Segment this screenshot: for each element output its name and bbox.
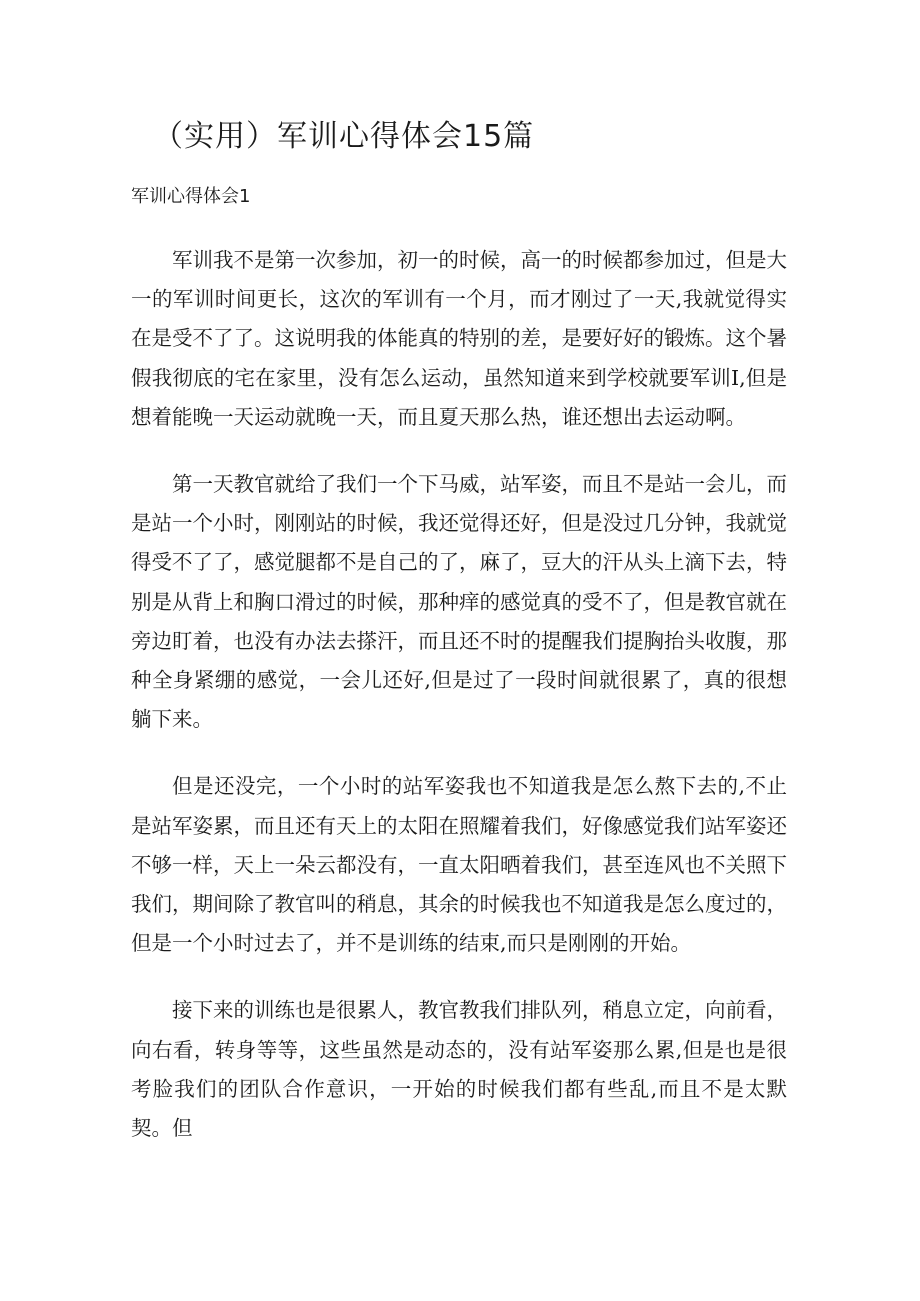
document-body xyxy=(131,241,787,1176)
body-paragraph-2: 第一天教官就给了我们一个下马威，站军姿，而且不是站一会儿，而是站一个小时，刚刚站的时候，我还觉得还好，但是没过几分钟，我就觉得受不了了，感觉腿都不是自己的了，麻了，豆大的汗从头上滴下去，特别是从背上和胸口滑过的时候，那种痒的感觉真的受不了，但是教官就在旁边盯着，也没有办法去搽汗，而且还不时的提醒我们提胸抬头收腹，那种全身紧绷的感觉，一会儿还好,但是过了一段时间就很累了，真的很想躺下来。 xyxy=(131,472,787,732)
body-paragraph-3: 但是还没完，一个小时的站军姿我也不知道我是怎么熬下去的,不止是站军姿累，而且还有天上的太阳在照耀着我们，好像感觉我们站军姿还不够一样，天上一朵云都没有，一直太阳晒着我们，甚至连风也不关照下我们，期间除了教官叫的稍息，其余的时候我也不知道我是怎么度过的，但是一个小时过去了，并不是训练的结束,而只是刚刚的开始。 xyxy=(131,774,787,956)
body-paragraph-1: 军训我不是第一次参加，初一的时候，高一的时候都参加过，但是大一的军训时间更长，这次的军训有一个月，而才刚过了一天,我就觉得实在是受不了了。这说明我的体能真的特别的差，是要好好的锻炼。这个暑假我彻底的宅在家里，没有怎么运动，虽然知道来到学校就要军训I,但是想着能晚一天运动就晚一天，而且夏天那么热，谁还想出去运动啊。 xyxy=(131,248,787,429)
section-heading: 军训心得体会1 xyxy=(131,186,251,207)
document-title: （实用）军训心得体会15篇 xyxy=(153,119,535,154)
body-paragraph-4: 接下来的训练也是很累人，教官教我们排队列，稍息立定，向前看，向右看，转身等等，这些虽然是动态的，没有站军姿那么累,但是也是很考脸我们的团队合作意识，一开始的时候我们都有些乱,而且不是太默契。但 xyxy=(131,998,787,1141)
